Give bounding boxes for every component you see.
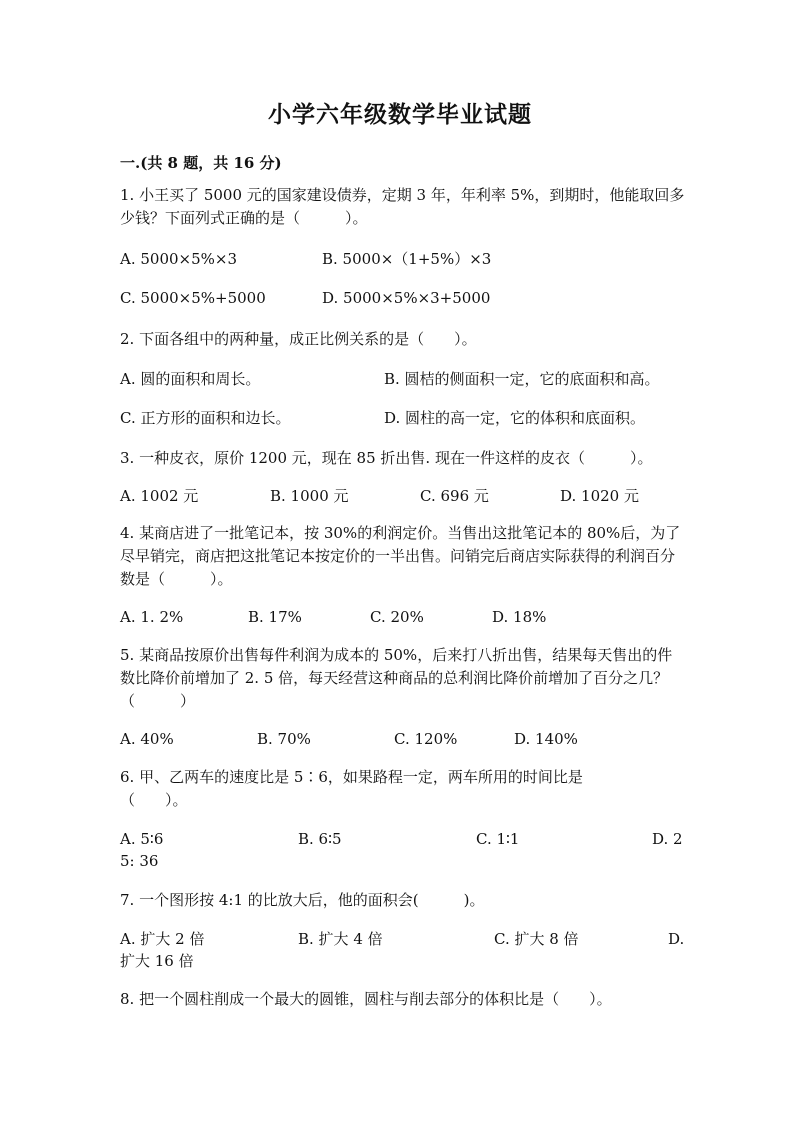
q1-option-a: A. 5000×5%×3 [120,250,238,268]
q7-option-b: B. 扩大 4 倍 [298,930,383,948]
q1-option-c: C. 5000×5%+5000 [120,289,266,307]
q6-option-a: A. 5∶6 [120,830,164,848]
question-6: 6. 甲、乙两车的速度比是 5∶6，如果路程一定，两车所用的时间比是 （ ）。 [120,768,583,809]
q2-option-a: A. 圆的面积和周长。 [120,370,261,388]
q6-option-d: D. 2 [652,830,683,848]
q6-option-d-continued: 5: 36 [120,852,159,870]
q7-option-a: A. 扩大 2 倍 [120,930,205,948]
page-title: 小学六年级数学毕业试题 [268,101,532,128]
q7-option-d: D. [668,930,685,948]
q2-option-c: C. 正方形的面积和边长。 [120,409,291,427]
q1-option-d: D. 5000×5%×3+5000 [322,289,491,307]
q4-option-a: A. 1. 2% [120,608,184,626]
q5-option-b: B. 70% [257,730,311,748]
q1-option-b: B. 5000×（1+5%）×3 [322,250,492,268]
q5-option-a: A. 40% [120,730,174,748]
q5-option-d: D. 140% [514,730,578,748]
q4-option-b: B. 17% [248,608,302,626]
q7-option-d-continued: 扩大 16 倍 [120,952,194,970]
q3-option-d: D. 1020 元 [560,487,639,505]
q6-option-b: B. 6∶5 [298,830,342,848]
q4-option-d: D. 18% [492,608,547,626]
q7-option-c: C. 扩大 8 倍 [494,930,579,948]
q6-option-c: C. 1∶1 [476,830,520,848]
question-5: 5. 某商品按原价出售每件利润为成本的 50%，后来打八折出售，结果每天售出的件数比降价前增加了 2. 5 倍，每天经营这种商品的总利润比降价前增加了百分之几？（ ） [120,646,673,710]
question-2: 2. 下面各组中的两种量，成正比例关系的是（ ）。 [120,330,477,348]
q2-option-d: D. 圆柱的高一定，它的体积和底面积。 [384,409,646,427]
q4-option-c: C. 20% [370,608,424,626]
q3-option-a: A. 1002 元 [120,487,199,505]
q5-option-c: C. 120% [394,730,458,748]
q3-option-b: B. 1000 元 [270,487,349,505]
q2-option-b: B. 圆桔的侧面积一定，它的底面积和高。 [384,370,660,388]
question-3: 3. 一种皮衣，原价 1200 元，现在 85 折出售. 现在一件这样的皮衣（ ）。 [120,449,653,467]
question-4: 4. 某商店进了一批笔记本，按 30%的利润定价。当售出这批笔记本的 80%后，为了尽早销完，商店把这批笔记本按定价的一半出售。问销完后商店实际获得的利润百分数是（ ）。 [120,524,681,588]
question-8: 8. 把一个圆柱削成一个最大的圆锥，圆柱与削去部分的体积比是（ ）。 [120,990,612,1008]
section-heading: 一.(共 8 题，共 16 分) [120,154,282,172]
question-1: 1. 小王买了 5000 元的国家建设债券，定期 3 年，年利率 5%，到期时，他能取回多少钱？下面列式正确的是（ ）。 [120,186,685,227]
q3-option-c: C. 696 元 [420,487,489,505]
question-7: 7. 一个图形按 4:1 的比放大后，他的面积会( )。 [120,891,485,909]
